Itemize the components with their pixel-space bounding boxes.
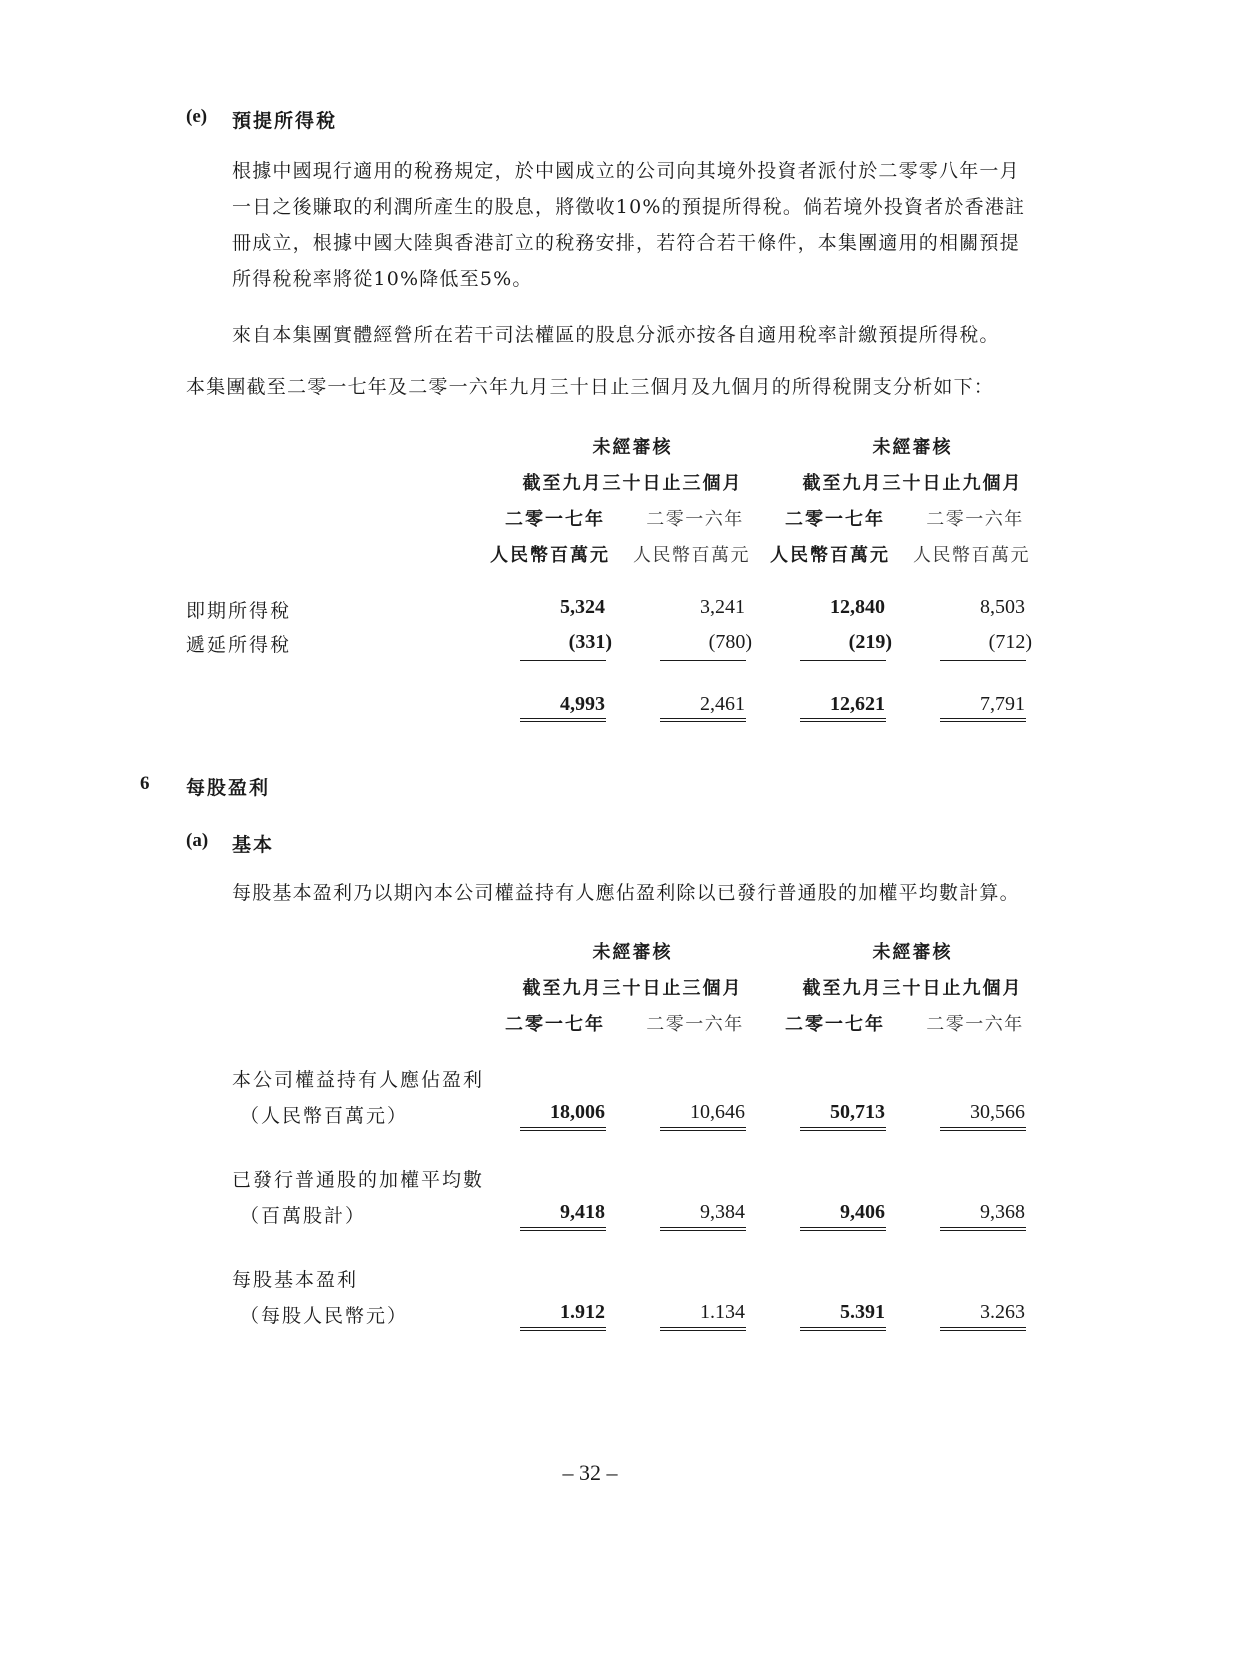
t2-row1-col1: 18,006	[550, 1101, 605, 1123]
t1-subtotal-rule-col3	[800, 660, 886, 661]
section6a-marker: (a)	[186, 830, 209, 851]
t1-period-label-9m: 截至九月三十日止九個月	[802, 473, 1023, 494]
t1-row1-col4: 8,503	[980, 596, 1025, 618]
t1-total-col1: 4,993	[560, 693, 605, 715]
section-e-marker: (e)	[186, 106, 208, 127]
t2-row1-double-rule-col4	[940, 1127, 1026, 1131]
section6a-para: 每股基本盈利乃以期內本公司權益持有人應佔盈利除以已發行普通股的加權平均數計算。	[232, 882, 1020, 904]
t1-total-double-rule-col2	[660, 718, 746, 722]
t1-total-col2: 2,461	[700, 693, 745, 715]
t2-row1-double-rule-col2	[660, 1127, 746, 1131]
t2-year-col1: 二零一七年	[505, 1014, 605, 1035]
t2-row3-double-rule-col1	[520, 1327, 606, 1331]
t1-period-label-3m: 截至九月三十日止三個月	[522, 473, 743, 494]
t1-total-double-rule-col1	[520, 718, 606, 722]
t2-row3-double-rule-col4	[940, 1327, 1026, 1331]
t2-row2-double-rule-col3	[800, 1227, 886, 1231]
t1-year-col2: 二零一六年	[646, 509, 744, 530]
section-e-para1-line4: 所得稅稅率將從10%降低至5%。	[232, 268, 533, 290]
t1-total-double-rule-col4	[940, 718, 1026, 722]
t1-row2-col2: (780)	[708, 631, 752, 653]
t2-row3-label: 每股基本盈利	[232, 1269, 359, 1291]
t1-unit-col4: 人民幣百萬元	[913, 545, 1030, 566]
section-e-para1-line1: 根據中國現行適用的稅務規定，於中國成立的公司向其境外投資者派付於二零零八年一月	[232, 160, 1020, 182]
t2-row2-double-rule-col2	[660, 1227, 746, 1231]
t1-row1-col1: 5,324	[560, 596, 605, 618]
t1-unit-col3: 人民幣百萬元	[770, 545, 890, 566]
t1-total-col3: 12,621	[830, 693, 885, 715]
section6-number: 6	[140, 773, 150, 794]
t2-row1-label: 本公司權益持有人應佔盈利	[232, 1069, 485, 1091]
t1-total-col4: 7,791	[980, 693, 1025, 715]
t2-row2-col3: 9,406	[840, 1201, 885, 1223]
t1-row2-col4: (712)	[988, 631, 1032, 653]
t2-row2-col2: 9,384	[700, 1201, 745, 1223]
t2-row3-double-rule-col2	[660, 1327, 746, 1331]
t2-group-label-3m: 未經審核	[592, 942, 673, 963]
t1-year-col3: 二零一七年	[785, 509, 885, 530]
t1-row1-col3: 12,840	[830, 596, 885, 618]
t1-subtotal-rule-col1	[520, 660, 606, 661]
t1-total-double-rule-col3	[800, 718, 886, 722]
t2-row1-col3: 50,713	[830, 1101, 885, 1123]
t2-row2-label: 已發行普通股的加權平均數	[232, 1169, 485, 1191]
t2-year-col3: 二零一七年	[785, 1014, 885, 1035]
t2-period-label-3m: 截至九月三十日止三個月	[522, 978, 743, 999]
t1-row2-col1: (331)	[568, 631, 612, 653]
t2-row3-col4: 3.263	[980, 1301, 1025, 1323]
t2-row1-double-rule-col1	[520, 1127, 606, 1131]
t1-unit-col2: 人民幣百萬元	[633, 545, 750, 566]
section-e-intro: 本集團截至二零一七年及二零一六年九月三十日止三個月及九個月的所得稅開支分析如下：	[186, 376, 995, 398]
t1-year-col4: 二零一六年	[926, 509, 1024, 530]
t1-row2-col3: (219)	[848, 631, 892, 653]
t2-row3-col3: 5.391	[840, 1301, 885, 1323]
t2-row2-col1: 9,418	[560, 1201, 605, 1223]
t2-row3-unit: （每股人民幣元）	[240, 1305, 409, 1327]
t2-period-label-9m: 截至九月三十日止九個月	[802, 978, 1023, 999]
t1-year-col1: 二零一七年	[505, 509, 605, 530]
t1-row1-col2: 3,241	[700, 596, 745, 618]
page-number: – 32 –	[562, 1460, 618, 1485]
t2-row2-unit: （百萬股計）	[240, 1205, 367, 1227]
t1-subtotal-rule-col2	[660, 660, 746, 661]
t2-row2-col4: 9,368	[980, 1201, 1025, 1223]
section-e-para1-line2: 一日之後賺取的利潤所產生的股息，將徵收10%的預提所得稅。倘若境外投資者於香港註	[232, 196, 1026, 218]
t2-year-col4: 二零一六年	[926, 1014, 1024, 1035]
t1-row2-label: 遞延所得稅	[186, 634, 292, 656]
section6a-title: 基本	[232, 834, 275, 856]
section-e-para1-line3: 冊成立，根據中國大陸與香港訂立的稅務安排，若符合若干條件，本集團適用的相關預提	[232, 232, 1020, 254]
section-e-para2: 來自本集團實體經營所在若干司法權區的股息分派亦按各自適用稅率計繳預提所得稅。	[232, 324, 1000, 346]
t2-row2-double-rule-col1	[520, 1227, 606, 1231]
t2-year-col2: 二零一六年	[646, 1014, 744, 1035]
t2-row2-double-rule-col4	[940, 1227, 1026, 1231]
t1-subtotal-rule-col4	[940, 660, 1026, 661]
t2-row3-col1: 1.912	[560, 1301, 605, 1323]
t1-group-label-9m: 未經審核	[872, 437, 953, 458]
t2-row1-col4: 30,566	[970, 1101, 1025, 1123]
t2-group-label-9m: 未經審核	[872, 942, 953, 963]
t2-row1-double-rule-col3	[800, 1127, 886, 1131]
t1-row1-label: 即期所得稅	[186, 600, 292, 622]
t2-row3-double-rule-col3	[800, 1327, 886, 1331]
section-e-title: 預提所得稅	[232, 110, 338, 132]
t2-row1-col2: 10,646	[690, 1101, 745, 1123]
section6-title: 每股盈利	[186, 777, 271, 799]
t2-row1-unit: （人民幣百萬元）	[240, 1105, 409, 1127]
t2-row3-col2: 1.134	[700, 1301, 745, 1323]
t1-unit-col1: 人民幣百萬元	[490, 545, 610, 566]
t1-group-label-3m: 未經審核	[592, 437, 673, 458]
